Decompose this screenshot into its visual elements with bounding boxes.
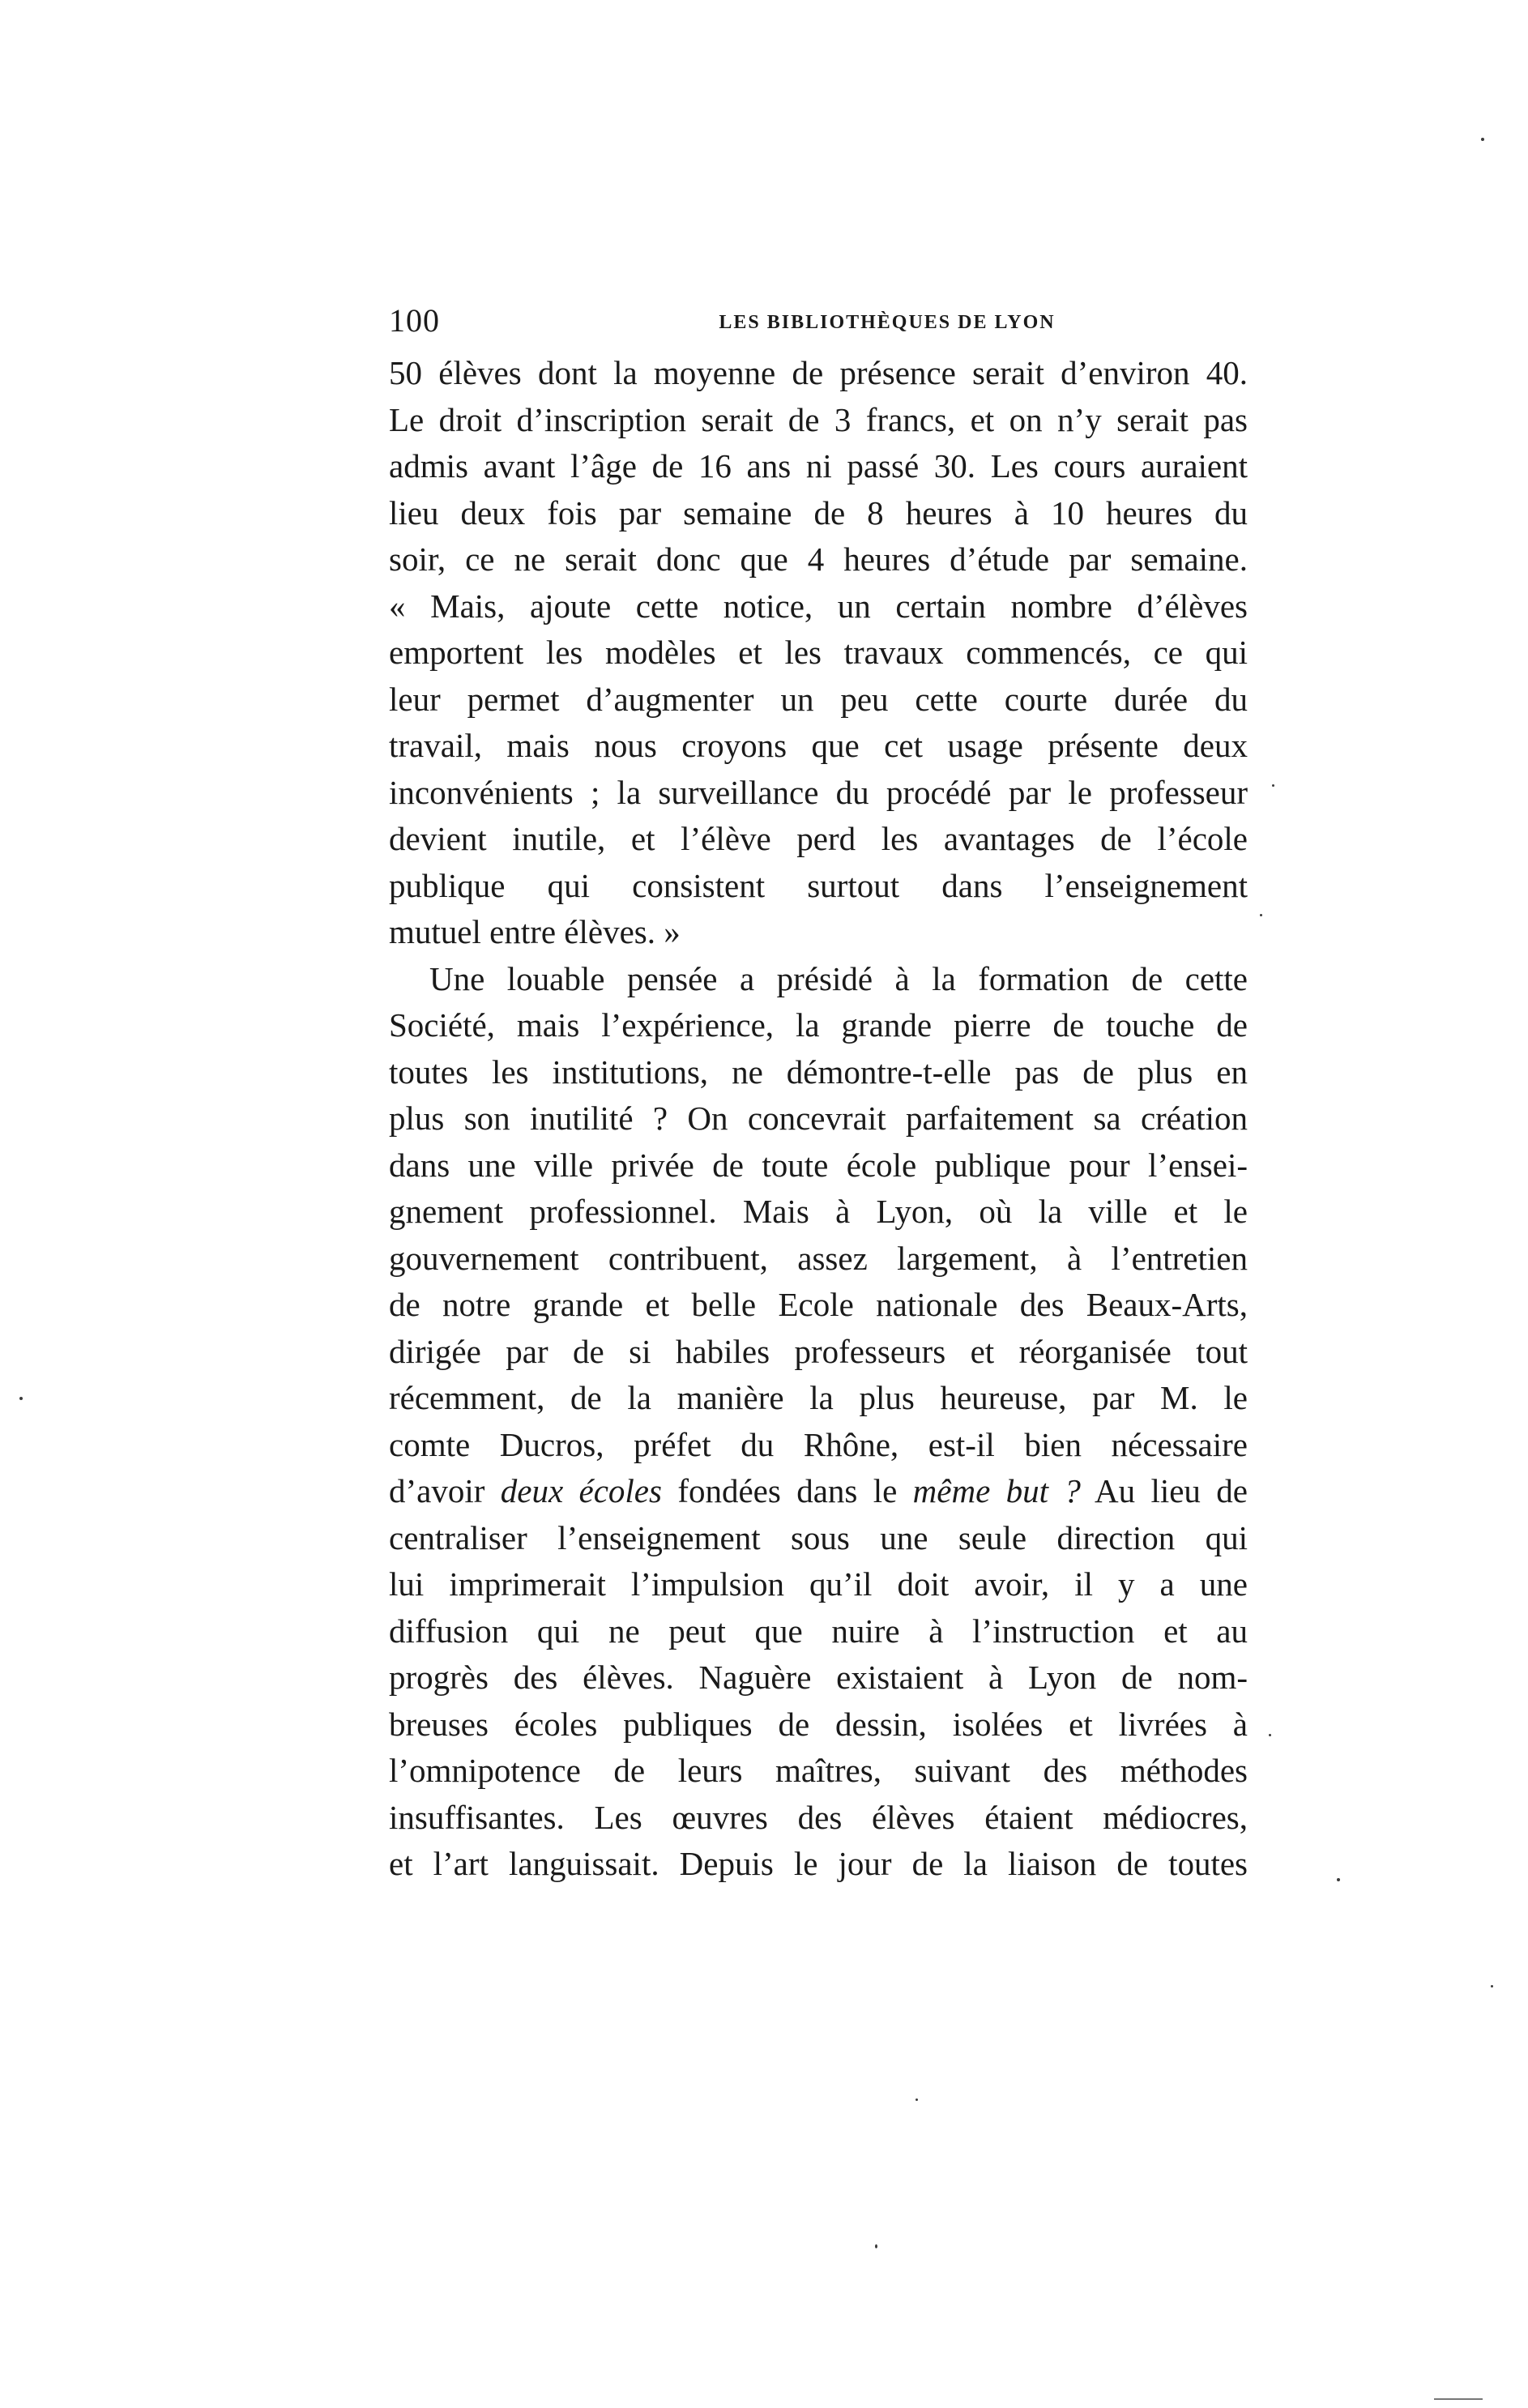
paper-speck xyxy=(1269,1734,1271,1736)
paper-speck xyxy=(1481,138,1484,141)
text-line: dans une ville privée de toute école publique pour l’ensei- xyxy=(389,1146,1248,1184)
page-number: 100 xyxy=(389,302,440,339)
text-line: gouvernement contribuent, assez largement, à l’entretien xyxy=(389,1239,1248,1277)
text-line: Société, mais l’expérience, la grande pierre de touche de xyxy=(389,1006,1248,1044)
text-line: admis avant l’âge de 16 ans ni passé 30. Les cours auraient xyxy=(389,447,1248,485)
text-line: dirigée par de si habiles professeurs et réorganisée tout xyxy=(389,1332,1248,1370)
text-line: de notre grande et belle Ecole nationale des Beaux-Arts, xyxy=(389,1286,1248,1323)
paper-speck xyxy=(916,2098,918,2101)
italic-phrase-deux-ecoles: deux écoles xyxy=(500,1472,662,1509)
text-line: publique qui consistent surtout dans l’enseignement xyxy=(389,866,1248,904)
text-line: « Mais, ajoute cette notice, un certain nombre d’élèves xyxy=(389,587,1248,625)
text-line: plus son inutilité ? On concevrait parfaitement sa création xyxy=(389,1099,1248,1137)
paper-speck xyxy=(1491,1985,1493,1987)
text-run: Au lieu de xyxy=(1080,1472,1248,1509)
text-line: gnement professionnel. Mais à Lyon, où la ville et le xyxy=(389,1193,1248,1230)
text-line: leur permet d’augmenter un peu cette courte durée du xyxy=(389,680,1248,718)
text-run: d’avoir xyxy=(389,1472,501,1509)
text-line: insuffisantes. Les œuvres des élèves étaient médiocres, xyxy=(389,1798,1248,1836)
text-line: centraliser l’enseignement sous une seule direction qui xyxy=(389,1518,1248,1556)
text-line: toutes les institutions, ne démontre-t-elle pas de plus en xyxy=(389,1052,1248,1091)
text-line: devient inutile, et l’élève perd les avantages de l’école xyxy=(389,820,1248,857)
text-line: soir, ce ne serait donc que 4 heures d’étude par semaine. xyxy=(389,540,1248,578)
text-line: 50 élèves dont la moyenne de présence serait d’environ 40. xyxy=(389,354,1248,391)
text-line: lieu deux fois par semaine de 8 heures à 10 heures du xyxy=(389,493,1248,532)
text-line: récemment, de la manière la plus heureuse, par M. le xyxy=(389,1379,1248,1416)
paper-speck xyxy=(1272,784,1274,787)
italic-phrase-meme-but: même but ? xyxy=(912,1472,1081,1509)
paper-speck xyxy=(875,2244,877,2248)
scan-edge-mark xyxy=(1434,2398,1483,2400)
running-head xyxy=(389,301,1248,340)
paper-speck xyxy=(1260,914,1262,916)
text-line: travail, mais nous croyons que cet usage présente deux xyxy=(389,727,1248,764)
running-title: LES BIBLIOTHÈQUES DE LYON xyxy=(719,312,1056,333)
text-run: fondées dans le xyxy=(661,1472,913,1509)
text-line: comte Ducros, préfet du Rhône, est-il bien nécessaire xyxy=(389,1425,1248,1463)
text-line-paragraph-end: mutuel entre élèves. » xyxy=(389,913,681,950)
text-line: lui imprimerait l’impulsion qu’il doit avoir, il y a une xyxy=(389,1565,1248,1603)
text-line: progrès des élèves. Naguère existaient à Lyon de nom- xyxy=(389,1659,1248,1696)
text-line-with-italics xyxy=(389,1468,1248,1515)
text-line: breuses écoles publiques de dessin, isolées et livrées à xyxy=(389,1705,1248,1743)
text-line: diffusion qui ne peut que nuire à l’instruction et au xyxy=(389,1612,1248,1650)
text-line: inconvénients ; la surveillance du procédé par le professeur xyxy=(389,773,1248,811)
text-line: l’omnipotence de leurs maîtres, suivant des méthodes xyxy=(389,1752,1248,1789)
text-line: Le droit d’inscription serait de 3 francs, et on n’y serait pas xyxy=(389,400,1248,438)
text-line: et l’art languissait. Depuis le jour de la liaison de toutes xyxy=(389,1845,1248,1882)
paper-speck xyxy=(1337,1878,1340,1881)
text-line-paragraph-start: Une louable pensée a présidé à la formation de cette xyxy=(429,959,1248,997)
body-text xyxy=(389,350,1248,1888)
paper-speck xyxy=(19,1397,23,1400)
text-line: emportent les modèles et les travaux commencés, ce qui xyxy=(389,634,1248,671)
